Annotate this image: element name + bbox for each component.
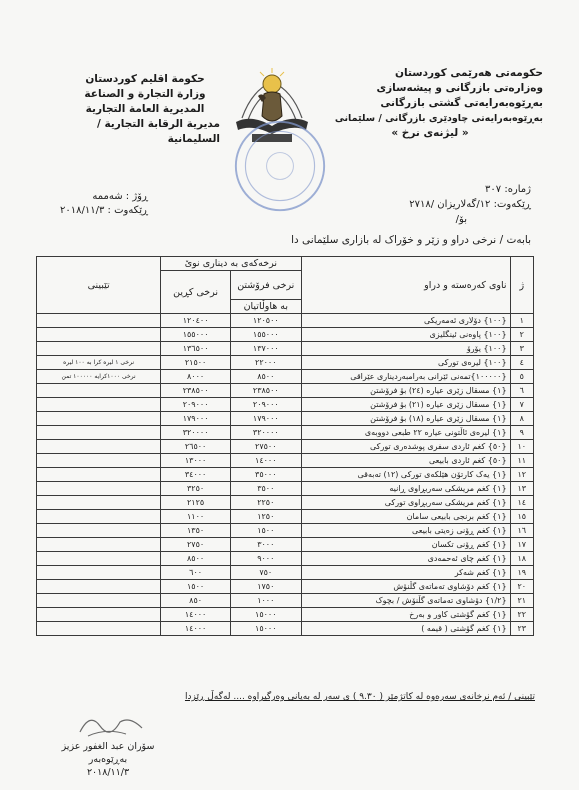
row-note	[37, 496, 161, 510]
sell-price: ١٧٩٠٠٠	[231, 412, 302, 426]
sell-price: ٨٥٠٠	[231, 370, 302, 384]
buy-price: ١٣٠٠٠	[161, 454, 231, 468]
row-number: ٩	[510, 426, 533, 440]
table-row	[37, 482, 534, 496]
sell-price: ٩٠٠٠	[231, 552, 302, 566]
table-row	[37, 328, 534, 342]
col-header-note: تێبینی	[37, 257, 161, 314]
item-name: {١} کغم گۆشتی ( قیمە )	[301, 622, 510, 636]
table-row	[37, 412, 534, 426]
table-row	[37, 356, 534, 370]
sell-price: ١٧٥٠	[231, 580, 302, 594]
buy-price: ١٣٦٥٠٠	[161, 342, 231, 356]
item-name: {١} کغم ڕۆنی تکسان	[301, 538, 510, 552]
table-row	[37, 594, 534, 608]
row-number: ٥	[510, 370, 533, 384]
buy-price: ٣٢٥٠	[161, 482, 231, 496]
buy-price: ٨٥٠٠	[161, 552, 231, 566]
sell-price: ٢٣٨٥٠٠	[231, 384, 302, 398]
row-note: نرخی ١٠٠٠کرایە ١٠٠٠٠٠ تمن	[37, 370, 161, 384]
buy-price: ٢٧٥٠	[161, 538, 231, 552]
row-number: ٢٣	[510, 622, 533, 636]
row-number: ١٢	[510, 468, 533, 482]
row-note	[37, 384, 161, 398]
header-kurdish	[317, 66, 543, 141]
header-line: وەزارەتی بازرگانی و پیشەسازی	[376, 82, 543, 94]
row-number: ١	[510, 314, 533, 328]
sell-price: ٣٢٠٠٠٠	[231, 426, 302, 440]
item-name: {١} لیرەی ئاڵتونی عیارە ٢٢ طبعی دووبەی	[301, 426, 510, 440]
item-name: {١} کغم شەکر	[301, 566, 510, 580]
table-row	[37, 566, 534, 580]
buy-price: ٢١٢٥	[161, 496, 231, 510]
row-number: ١١	[510, 454, 533, 468]
table-row	[37, 524, 534, 538]
buy-price: ٢١٥٠٠	[161, 356, 231, 370]
ref-date-gregorian: ڕێکەوت : ٢٠١٨/١١/٣	[60, 205, 149, 216]
table-row	[37, 314, 534, 328]
sell-price: ١٢٥٠	[231, 510, 302, 524]
table-row	[37, 510, 534, 524]
row-number: ٧	[510, 398, 533, 412]
signature-date: ٢٠١٨/١١/٣	[86, 767, 130, 778]
buy-price: ١٢٠٤٠٠	[161, 314, 231, 328]
item-name: {٥٠} کغم ئاردی بابیعی	[301, 454, 510, 468]
reference-block	[409, 182, 531, 227]
buy-price: ١٤٠٠٠	[161, 608, 231, 622]
buy-price: ٢٠٩٠٠٠	[161, 398, 231, 412]
row-number: ١٠	[510, 440, 533, 454]
buy-price: ١٥٥٠٠٠	[161, 328, 231, 342]
row-note	[37, 524, 161, 538]
row-number: ١٩	[510, 566, 533, 580]
col-header-price-group: نرخەکەی بە دیناری نوێ	[161, 257, 301, 271]
buy-price: ٦٠٠	[161, 566, 231, 580]
item-name: {١} مسقال زێری عیارە (٢١) بۆ فرۆشتن	[301, 398, 510, 412]
signatory-title: بەڕێوەبەر	[88, 754, 128, 765]
sell-price: ١٥٥٠٠٠	[231, 328, 302, 342]
sell-price: ٧٥٠	[231, 566, 302, 580]
row-note	[37, 454, 161, 468]
row-number: ٨	[510, 412, 533, 426]
row-number: ٢١	[510, 594, 533, 608]
row-note	[37, 342, 161, 356]
row-note	[37, 314, 161, 328]
table-row	[37, 384, 534, 398]
row-note	[37, 328, 161, 342]
subject-line: بابەت / نرخی دراو و زێر و خۆراک لە بازاری سلێمانی دا	[291, 234, 531, 246]
row-note	[37, 580, 161, 594]
item-name: {١٠٠} یۆرۆ	[301, 342, 510, 356]
table-row	[37, 468, 534, 482]
item-name: {١٠٠} پاوەنی ئینگلیزی	[301, 328, 510, 342]
buy-price: ١٧٩٠٠٠	[161, 412, 231, 426]
sell-price: ٣٠٠٠	[231, 538, 302, 552]
header-line: « لیژنەی نرخ »	[391, 127, 469, 139]
row-note	[37, 468, 161, 482]
col-header-sell: نرخی فرۆشتن	[231, 271, 302, 300]
row-note	[37, 398, 161, 412]
row-note: نرخی ١ لیرە کرا بە ١٠٠ لیرە	[37, 356, 161, 370]
table-row	[37, 398, 534, 412]
row-number: ١٧	[510, 538, 533, 552]
row-number: ١٦	[510, 524, 533, 538]
buy-price: ١٤٠٠٠	[161, 622, 231, 636]
table-row	[37, 342, 534, 356]
table-row	[37, 608, 534, 622]
ref-number: ژمارە: ٣٠٧	[485, 184, 531, 195]
row-number: ٢	[510, 328, 533, 342]
item-name: {١} کغم گۆشتی کاور و بەرخ	[301, 608, 510, 622]
official-stamp	[232, 118, 328, 214]
table-row	[37, 440, 534, 454]
row-number: ١٣	[510, 482, 533, 496]
col-header-name: ناوی کەرەستە و دراو	[301, 257, 510, 314]
price-table-body	[37, 314, 534, 636]
item-name: {١٠٠٠٠٠}تمەنی ئێرانی بەرامبەردیناری عێراقی	[301, 370, 510, 384]
item-name: {١} مسقال زێری عیارە (٢٤) بۆ فرۆشتن	[301, 384, 510, 398]
row-number: ٢٢	[510, 608, 533, 622]
header-line: بەڕێوەبەرایەتی گشتی بازرگانی	[380, 97, 543, 109]
sell-price: ١٢٠٥٠٠	[231, 314, 302, 328]
item-name: {١} کغم مریشکی سەربڕاوی ڕانیە	[301, 482, 510, 496]
sell-price: ٢٠٩٠٠٠	[231, 398, 302, 412]
buy-price: ٣٢٠٠٠٠	[161, 426, 231, 440]
sell-price: ١٣٧٠٠٠	[231, 342, 302, 356]
item-name: {١} کغم چای ئەحمەدی	[301, 552, 510, 566]
header-arabic	[70, 72, 220, 147]
row-note	[37, 552, 161, 566]
table-row	[37, 370, 534, 384]
table-row	[37, 426, 534, 440]
item-name: {١} کغم برنجی بابیعی سامان	[301, 510, 510, 524]
item-name: {١} کغم دۆشاوی تەماتەی گڵنۆش	[301, 580, 510, 594]
header-line: حكومة اقليم كوردستان	[85, 73, 205, 85]
item-name: {١} کغم ڕۆنی زەیتی بابیعی	[301, 524, 510, 538]
buy-price: ١٥٠٠	[161, 580, 231, 594]
sell-price: ١٤٠٠٠	[231, 454, 302, 468]
buy-price: ٨٠٠٠	[161, 370, 231, 384]
sell-price: ٢٧٥٠٠	[231, 440, 302, 454]
row-number: ٤	[510, 356, 533, 370]
sell-price: ١٥٠٠٠	[231, 608, 302, 622]
item-name: {١٠٠} لیرەی تورکی	[301, 356, 510, 370]
row-note	[37, 412, 161, 426]
col-header-no: ژ	[510, 257, 533, 314]
row-note	[37, 594, 161, 608]
table-row	[37, 622, 534, 636]
header-line: المديرية العامة التجارية	[85, 103, 205, 115]
sell-price: ٢٢٥٠	[231, 496, 302, 510]
signature-block	[58, 740, 158, 779]
sell-price: ٢٢٠٠٠	[231, 356, 302, 370]
footnote: تێبینی / ئەم نرخانەی سەرەوە لە کاتژمێر ( ٩.٣٠ ) ی سەر لە بەیانی وەرگیراوە .... لەگەڵ ڕێزدا	[184, 692, 535, 702]
row-number: ٢٠	[510, 580, 533, 594]
row-number: ١٤	[510, 496, 533, 510]
row-note	[37, 608, 161, 622]
ref-to: بۆ/	[455, 214, 467, 225]
ref-date: ڕێکەوت: ١٢/گەلاریزان /٢٧١٨	[409, 199, 531, 210]
sell-price: ٣٥٠٠	[231, 482, 302, 496]
header-line: وزارة التجارة و الصناعة	[84, 88, 206, 100]
buy-price: ٢٦٥٠٠	[161, 440, 231, 454]
date-block	[60, 190, 148, 218]
col-header-buy: نرخی کڕین	[161, 271, 231, 314]
buy-price: ٨٥٠	[161, 594, 231, 608]
item-name: {١} یەک کارتۆن هێلکەی تورکی (١٢) تەبەقی	[301, 468, 510, 482]
item-name: {١/٢} دۆشاوی تەماتەی گڵنۆش / بچوک	[301, 594, 510, 608]
price-table	[36, 256, 534, 636]
table-row	[37, 496, 534, 510]
header-line: بەڕێوەبەرایەتی چاودێری بازرگانی / سلێمانی	[334, 113, 543, 124]
signatory-name: سۆران عبد الغفور عزیز	[61, 741, 155, 752]
buy-price: ٣٤٠٠٠	[161, 468, 231, 482]
table-row	[37, 454, 534, 468]
row-note	[37, 538, 161, 552]
ref-day: ڕۆژ : شەممە	[92, 191, 149, 202]
row-number: ١٥	[510, 510, 533, 524]
header-line: مديرية الرقابة التجارية / السليمانية	[96, 118, 220, 145]
row-note	[37, 622, 161, 636]
table-row	[37, 552, 534, 566]
buy-price: ١٣٥٠	[161, 524, 231, 538]
sell-price: ١٥٠٠	[231, 524, 302, 538]
row-note	[37, 426, 161, 440]
item-name: {١٠٠} دۆلاری ئەمەریکی	[301, 314, 510, 328]
header-line: حکومەتی هەرێمی کوردستان	[395, 67, 543, 79]
buy-price: ١١٠٠	[161, 510, 231, 524]
buy-price: ٢٣٨٥٠٠	[161, 384, 231, 398]
table-row	[37, 580, 534, 594]
table-row	[37, 538, 534, 552]
row-number: ٣	[510, 342, 533, 356]
row-note	[37, 440, 161, 454]
col-header-sell-sub: بە هاوڵاتیان	[231, 300, 302, 314]
handwritten-signature	[76, 708, 146, 740]
sell-price: ٣٥٠٠٠	[231, 468, 302, 482]
sell-price: ١٥٠٠٠	[231, 622, 302, 636]
row-number: ٦	[510, 384, 533, 398]
sell-price: ١٠٠٠	[231, 594, 302, 608]
row-note	[37, 510, 161, 524]
row-number: ١٨	[510, 552, 533, 566]
item-name: {١} مسقال زێری عیارە (١٨) بۆ فرۆشتن	[301, 412, 510, 426]
item-name: {٥٠} کغم ئاردی سفری پوشدەری تورکی	[301, 440, 510, 454]
item-name: {١} کغم مریشکی سەربڕاوی تورکی	[301, 496, 510, 510]
row-note	[37, 566, 161, 580]
row-note	[37, 482, 161, 496]
